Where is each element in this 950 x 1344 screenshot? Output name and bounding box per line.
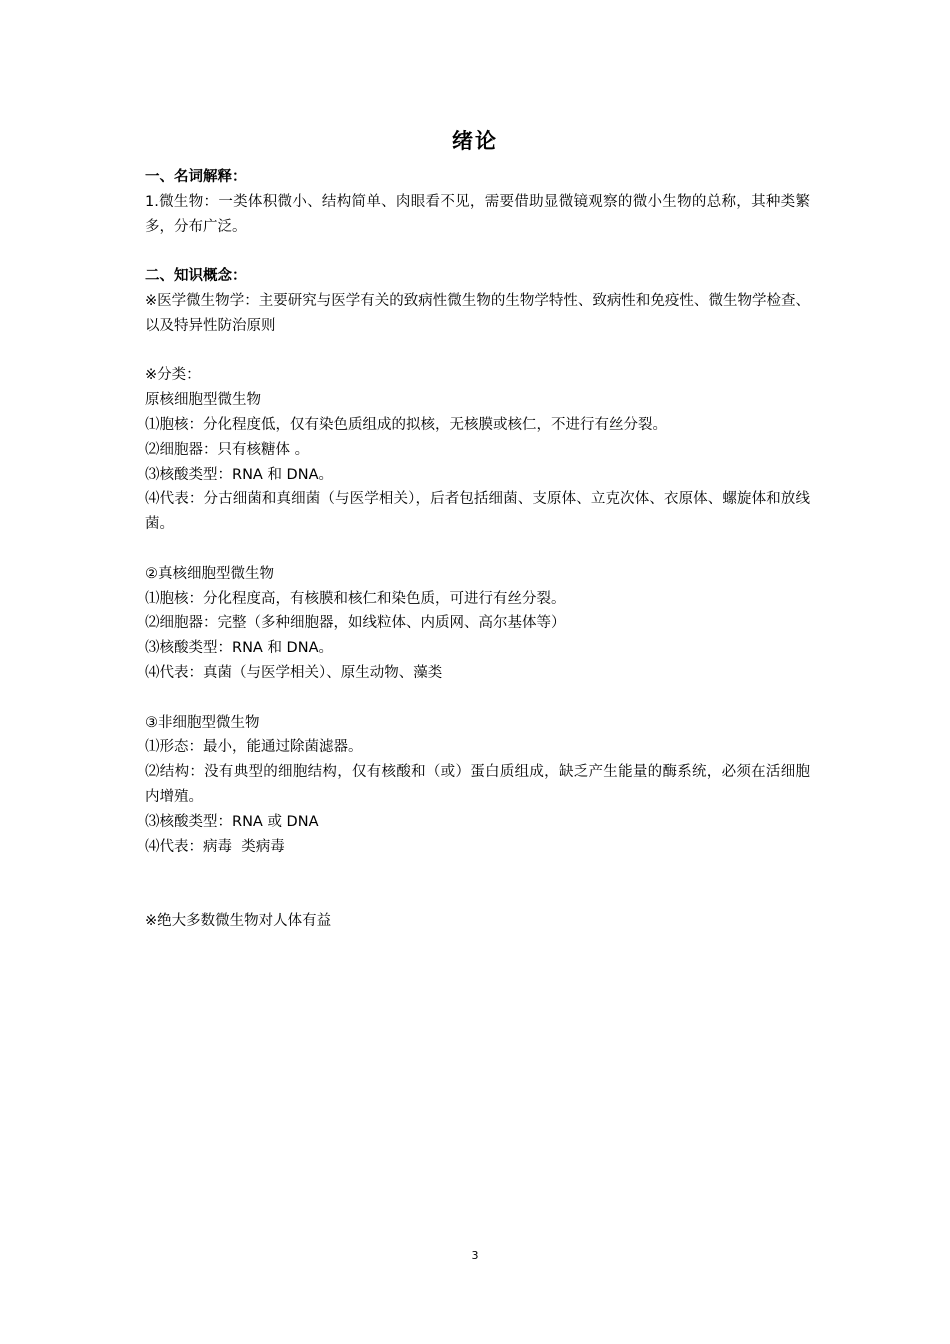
spacer: [145, 339, 810, 364]
beneficial-note: ※绝大多数微生物对人体有益: [145, 912, 332, 929]
eukaryotic-title: ②真核细胞型微生物: [145, 565, 274, 582]
prokaryotic-item: ⑷代表：分古细菌和真细菌（与医学相关），后者包括细菌、支原体、立克次体、衣原体、螺旋体和放线菌。: [145, 491, 810, 533]
eukaryotic-item: ⑶核酸类型：RNA 和 DNA。: [145, 640, 333, 657]
acellular-item: ⑷代表：病毒 类病毒: [145, 838, 285, 855]
page-number: 3: [471, 1249, 479, 1262]
acellular-item: ⑵结构：没有典型的细胞结构，仅有核酸和（或）蛋白质组成，缺乏产生能量的酶系统，必须在活细胞内增殖。: [145, 764, 810, 805]
prokaryotic-item: ⑵细胞器：只有核糖体 。: [145, 441, 310, 458]
prokaryotic-title: 原核细胞型微生物: [145, 392, 261, 409]
classification-label: ※分类：: [145, 367, 201, 384]
eukaryotic-item: ⑴胞核：分化程度高，有核膜和核仁和染色质，可进行有丝分裂。: [145, 590, 566, 607]
spacer: [145, 239, 810, 264]
medical-microbiology-paragraph: ※医学微生物学：主要研究与医学有关的致病性微生物的生物学特性、致病性和免疫性、微生物学检查、以及特异性防治原则: [145, 292, 810, 334]
prokaryotic-item: ⑶核酸类型：RNA 和 DNA。: [145, 466, 333, 483]
spacer: [145, 686, 810, 711]
definition-microorganism: 1.微生物：一类体积微小、结构简单、肉眼看不见，需要借助显微镜观察的微小生物的总称，其种类繁多，分布广泛。: [145, 193, 810, 235]
spacer: [145, 537, 810, 562]
prokaryotic-item: ⑴胞核：分化程度低，仅有染色质组成的拟核，无核膜或核仁，不进行有丝分裂。: [145, 416, 667, 433]
acellular-item: ⑴形态：最小，能通过除菌滤器。: [145, 739, 363, 756]
concepts-heading: 二、知识概念：: [145, 268, 247, 285]
acellular-title: ③非细胞型微生物: [145, 714, 260, 731]
eukaryotic-item: ⑵细胞器：完整（多种细胞器，如线粒体、内质网、高尔基体等）: [145, 615, 566, 632]
document-body: [145, 165, 810, 934]
definitions-heading: 一、名词解释：: [145, 169, 247, 185]
eukaryotic-item: ⑷代表：真菌（与医学相关）、原生动物、藻类: [145, 664, 443, 681]
acellular-item: ⑶核酸类型：RNA 或 DNA: [145, 813, 319, 830]
spacer: [145, 859, 810, 909]
page-title: 绪论: [452, 129, 498, 153]
